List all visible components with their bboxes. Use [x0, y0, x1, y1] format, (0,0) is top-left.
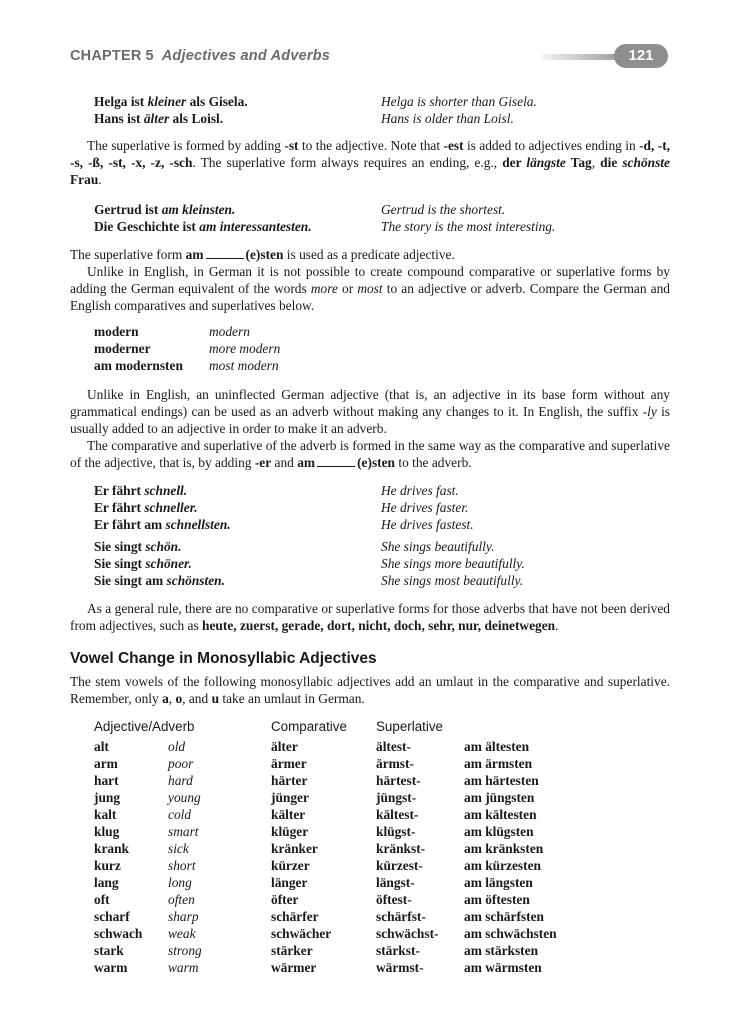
- table-header-comparative: Comparative: [271, 719, 347, 734]
- comparative-cell: wärmer: [271, 960, 317, 975]
- table-row: [0, 738, 737, 755]
- english-translation: She sings beautifully.: [381, 539, 495, 554]
- english-translation: She sings most beautifully.: [381, 573, 524, 588]
- table-row: [0, 857, 737, 874]
- german-sentence: Er fährt am schnellsten.: [94, 517, 231, 532]
- superlative-stem-cell: ältest-: [376, 739, 411, 754]
- comparative-cell: länger: [271, 875, 308, 890]
- superlative-adverb-cell: am klügsten: [464, 824, 534, 839]
- superlative-stem-cell: klügst-: [376, 824, 416, 839]
- english-translation: Helga is shorter than Gisela.: [381, 94, 537, 109]
- english-meaning-cell: hard: [168, 773, 193, 788]
- english-translation: Gertrud is the shortest.: [381, 202, 506, 217]
- english-meaning-cell: warm: [168, 960, 199, 975]
- table-header-superlative: Superlative: [376, 719, 443, 734]
- superlative-adverb-cell: am wärmsten: [464, 960, 542, 975]
- german-sentence: Er fährt schneller.: [94, 500, 198, 515]
- superlative-stem-cell: ärmst-: [376, 756, 414, 771]
- german-sentence: Gertrud ist am kleinsten.: [94, 202, 236, 217]
- english-translation: She sings more beautifully.: [381, 556, 525, 571]
- german-sentence: Sie singt schön.: [94, 539, 182, 554]
- superlative-stem-cell: härtest-: [376, 773, 421, 788]
- comparative-cell: schwächer: [271, 926, 332, 941]
- running-header: [70, 48, 330, 64]
- superlative-adverb-cell: am kältesten: [464, 807, 537, 822]
- adjective-cell: arm: [94, 756, 118, 771]
- table-row: [0, 823, 737, 840]
- german-sentence: Er fährt schnell.: [94, 483, 188, 498]
- adjective-cell: klug: [94, 824, 120, 839]
- comparative-cell: härter: [271, 773, 308, 788]
- english-translation: He drives fastest.: [381, 517, 474, 532]
- superlative-adverb-cell: am öftesten: [464, 892, 530, 907]
- adjective-cell: lang: [94, 875, 119, 890]
- english-meaning-cell: short: [168, 858, 196, 873]
- superlative-adverb-cell: am härtesten: [464, 773, 539, 788]
- superlative-stem-cell: öftest-: [376, 892, 412, 907]
- page-number: 121: [614, 44, 668, 68]
- english-translation: Hans is older than Loisl.: [381, 111, 514, 126]
- table-row: [0, 840, 737, 857]
- header-rule: [541, 54, 623, 60]
- english-meaning-cell: long: [168, 875, 192, 890]
- superlative-adverb-cell: am ältesten: [464, 739, 530, 754]
- english-meaning-cell: poor: [168, 756, 194, 771]
- superlative-stem-cell: längst-: [376, 875, 415, 890]
- superlative-adverb-cell: am schwächsten: [464, 926, 557, 941]
- table-row: [0, 874, 737, 891]
- superlative-adverb-cell: am ärmsten: [464, 756, 533, 771]
- superlative-adverb-cell: am kränksten: [464, 841, 544, 856]
- adjective-cell: hart: [94, 773, 119, 788]
- superlative-adverb-cell: am stärksten: [464, 943, 539, 958]
- german-sentence: Sie singt schöner.: [94, 556, 192, 571]
- table-row: [0, 942, 737, 959]
- superlative-stem-cell: stärkst-: [376, 943, 420, 958]
- german-sentence: Die Geschichte ist am interessantesten.: [94, 219, 312, 234]
- general-rule-paragraph: As a general rule, there are no comparative or superlative forms for those adverbs that have not been derived from adjectives, such as heute, zuerst, gerade, dort, nicht, doch, sehr, nur, deinetwegen.: [70, 601, 670, 633]
- german-sentence: Helga ist kleiner als Gisela.: [94, 94, 248, 109]
- adjective-cell: warm: [94, 960, 128, 975]
- english-meaning-cell: sharp: [168, 909, 199, 924]
- superlative-stem-cell: kältest-: [376, 807, 419, 822]
- superlative-stem-cell: kürzest-: [376, 858, 423, 873]
- section-intro-paragraph: The stem vowels of the following monosyllabic adjectives add an umlaut in the comparative and superlative. Remember, only a, o, and u take an umlaut in German.: [70, 674, 670, 706]
- english-meaning-cell: smart: [168, 824, 199, 839]
- blank-line: [206, 248, 244, 259]
- adjective-cell: krank: [94, 841, 129, 856]
- table-row: [0, 806, 737, 823]
- adjective-cell: alt: [94, 739, 109, 754]
- adjective-cell: oft: [94, 892, 110, 907]
- comparative-cell: klüger: [271, 824, 309, 839]
- table-header-adjective: Adjective/Adverb: [94, 719, 195, 734]
- adjective-cell: scharf: [94, 909, 130, 924]
- section-heading: Vowel Change in Monosyllabic Adjectives: [70, 650, 377, 667]
- superlative-paragraph: The superlative is formed by adding -st to the adjective. Note that -est is added to adjectives ending in -d, -t, -s, -ß, -st, -x, -z, -sch. The superlative form always requires an ending, e.g., der längste Tag, die schönste Frau.: [70, 138, 670, 187]
- table-row: [0, 891, 737, 908]
- superlative-stem-cell: schärfst-: [376, 909, 426, 924]
- superlative-stem-cell: schwächst-: [376, 926, 439, 941]
- english-meaning-cell: young: [168, 790, 201, 805]
- chapter-label: CHAPTER: [70, 48, 142, 64]
- comparative-cell: öfter: [271, 892, 299, 907]
- adjective-cell: stark: [94, 943, 124, 958]
- table-row: [0, 772, 737, 789]
- adjective-cell: kalt: [94, 807, 117, 822]
- english-meaning-cell: old: [168, 739, 186, 754]
- english-translation: He drives fast.: [381, 483, 459, 498]
- table-row: [0, 789, 737, 806]
- blank-line: [317, 456, 355, 467]
- english-translation: The story is the most interesting.: [381, 219, 556, 234]
- adverb-paragraph: Unlike in English, an uninflected German adjective (that is, an adjective in its base form without any grammatical endings) can be used as an adverb without making any changes to it. In English, the suffix -ly is usually added to an adjective in order to make it an adverb. The comparative and superlative of the adverb is formed in the same way as the comparative and superlative of the adjective, that is, by adding -er and am (e)sten to the adverb.: [70, 387, 671, 470]
- german-sentence: Sie singt am schönsten.: [94, 573, 225, 588]
- superlative-adverb-cell: am jüngsten: [464, 790, 535, 805]
- comparative-cell: älter: [271, 739, 298, 754]
- superlative-stem-cell: kränkst-: [376, 841, 426, 856]
- comparative-cell: stärker: [271, 943, 313, 958]
- superlative-stem-cell: wärmst-: [376, 960, 424, 975]
- table-row: [0, 925, 737, 942]
- superlative-adverb-cell: am längsten: [464, 875, 533, 890]
- predicate-paragraph: The superlative form am (e)sten is used as a predicate adjective. Unlike in English, in German it is not possible to create compound comparative or superlative forms by adding the German equivalent of the words more or most to an adjective or adverb. Compare the German and English comparatives and superlatives below.: [70, 247, 670, 313]
- english-meaning-cell: cold: [168, 807, 192, 822]
- comparative-cell: kürzer: [271, 858, 310, 873]
- adjective-cell: schwach: [94, 926, 143, 941]
- comparative-cell: kälter: [271, 807, 306, 822]
- superlative-adverb-cell: am schärfsten: [464, 909, 544, 924]
- table-row: [0, 908, 737, 925]
- superlative-adverb-cell: am kürzesten: [464, 858, 541, 873]
- english-translation: He drives faster.: [381, 500, 469, 515]
- adjective-cell: jung: [94, 790, 121, 805]
- chapter-number: 5: [145, 48, 154, 64]
- adjective-cell: kurz: [94, 858, 121, 873]
- superlative-stem-cell: jüngst-: [376, 790, 417, 805]
- table-row: [0, 755, 737, 772]
- english-meaning-cell: sick: [168, 841, 189, 856]
- table-row: [0, 959, 737, 976]
- chapter-title: Adjectives and Adverbs: [161, 48, 331, 64]
- english-meaning-cell: often: [168, 892, 195, 907]
- comparative-cell: kränker: [271, 841, 318, 856]
- comparative-cell: schärfer: [271, 909, 319, 924]
- comparative-cell: ärmer: [271, 756, 307, 771]
- english-meaning-cell: strong: [168, 943, 202, 958]
- comparative-cell: jünger: [271, 790, 309, 805]
- english-meaning-cell: weak: [168, 926, 196, 941]
- german-sentence: Hans ist älter als Loisl.: [94, 111, 224, 126]
